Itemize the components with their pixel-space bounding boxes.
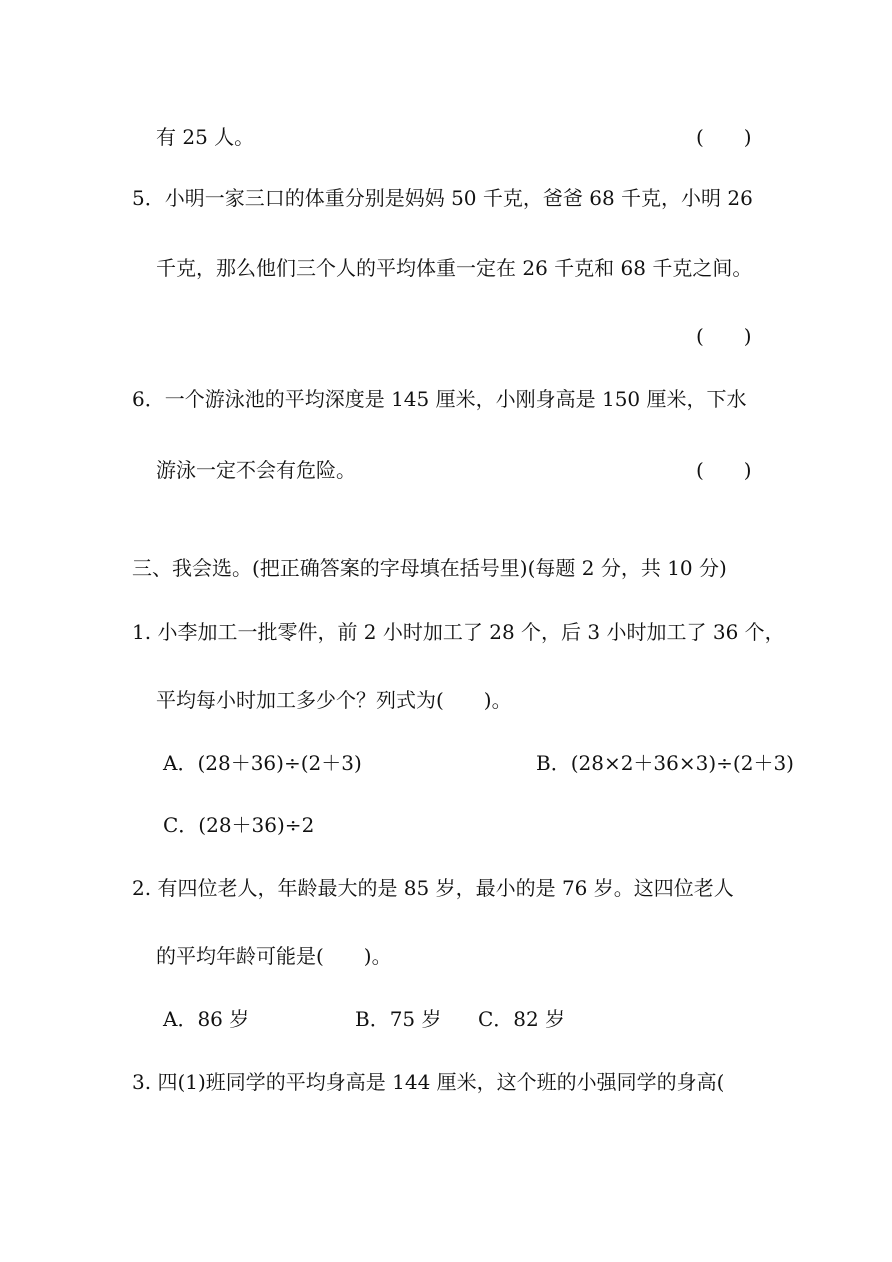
choice-q1-line-1: 1. 小李加工一批零件，前 2 小时加工了 28 个，后 3 小时加工了 36 个， bbox=[132, 620, 785, 644]
choice-q2-option-c: C．82 岁 bbox=[478, 1007, 566, 1031]
q6-line-1: 6．一个游泳池的平均深度是 145 厘米，小刚身高是 150 厘米，下水 bbox=[132, 387, 747, 411]
choice-q2-option-b: B．75 岁 bbox=[355, 1007, 442, 1031]
q4-tail-text: 有 25 人。 bbox=[156, 125, 255, 149]
q6-line-2: 游泳一定不会有危险。 bbox=[156, 458, 356, 482]
choice-q2-line-2: 的平均年龄可能是( )。 bbox=[156, 944, 392, 968]
q4-answer-paren[interactable]: ( ) bbox=[696, 125, 752, 149]
choice-q1-option-a: A．(28＋36)÷(2＋3) bbox=[163, 751, 362, 775]
q5-line-2: 千克，那么他们三个人的平均体重一定在 26 千克和 68 千克之间。 bbox=[156, 256, 753, 280]
section-three-heading: 三、我会选。(把正确答案的字母填在括号里)(每题 2 分，共 10 分) bbox=[132, 556, 727, 580]
choice-q2-option-a: A．86 岁 bbox=[163, 1007, 250, 1031]
q5-line-1: 5．小明一家三口的体重分别是妈妈 50 千克，爸爸 68 千克，小明 26 bbox=[132, 186, 753, 210]
choice-q3-line-1: 3. 四(1)班同学的平均身高是 144 厘米，这个班的小强同学的身高( bbox=[132, 1070, 725, 1094]
choice-q1-option-c: C．(28＋36)÷2 bbox=[163, 813, 315, 837]
choice-q1-option-b: B．(28×2＋36×3)÷(2＋3) bbox=[536, 751, 794, 775]
choice-q1-line-2: 平均每小时加工多少个？列式为( )。 bbox=[156, 688, 512, 712]
choice-q2-line-1: 2. 有四位老人，年龄最大的是 85 岁，最小的是 76 岁。这四位老人 bbox=[132, 876, 734, 900]
q5-answer-paren[interactable]: ( ) bbox=[696, 324, 752, 348]
q6-answer-paren[interactable]: ( ) bbox=[696, 458, 752, 482]
